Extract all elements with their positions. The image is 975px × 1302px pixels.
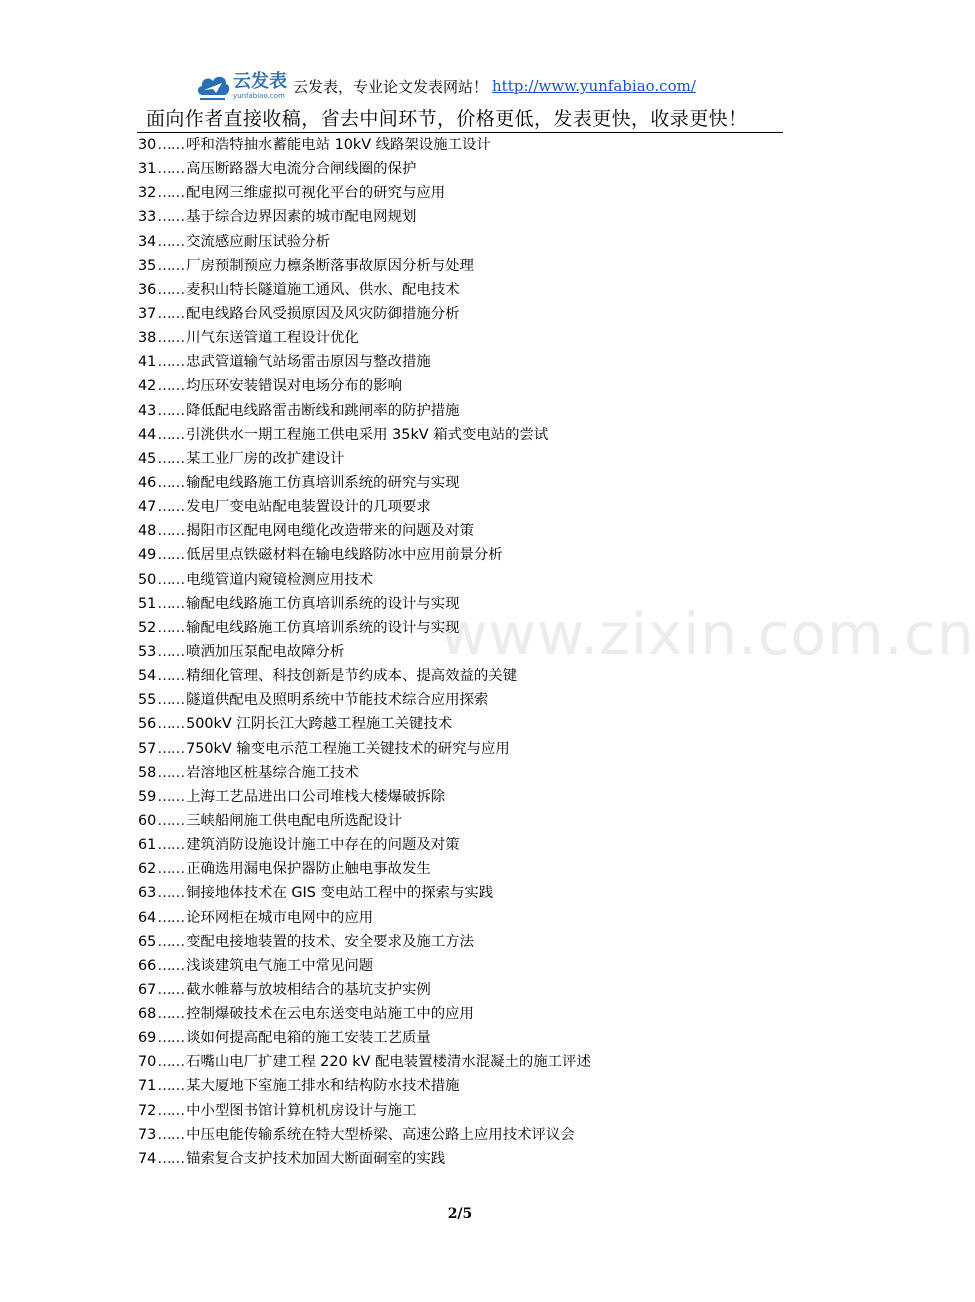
item-title: 建筑消防设施设计施工中存在的问题及对策: [186, 837, 460, 854]
list-item: [138, 495, 591, 519]
site-slogan: 云发表，专业论文发表网站！: [293, 77, 489, 96]
logo-domain-text: yunfabiao.com: [233, 92, 285, 100]
item-separator: ……: [157, 788, 185, 805]
item-number: 73: [138, 1126, 157, 1143]
item-title: 中压电能传输系统在特大型桥梁、高速公路上应用技术评议会: [186, 1126, 575, 1143]
item-separator: ……: [157, 1078, 185, 1095]
item-separator: ……: [157, 426, 185, 443]
list-item: [138, 157, 591, 181]
site-url-link[interactable]: http://www.yunfabiao.com/: [492, 77, 696, 95]
list-item: [138, 205, 591, 229]
item-number: 70: [138, 1054, 157, 1071]
list-item: [138, 616, 591, 640]
item-number: 66: [138, 957, 157, 974]
item-separator: ……: [157, 1150, 185, 1167]
item-title: 揭阳市区配电网电缆化改造带来的问题及对策: [186, 523, 474, 540]
item-title: 厂房预制预应力檩条断落事故原因分析与处理: [186, 257, 474, 274]
list-item: [138, 1002, 591, 1026]
item-title: 高压断路器大电流分合闸线圈的保护: [186, 161, 417, 178]
item-title: 锚索复合支护技术加固大断面硐室的实践: [186, 1150, 446, 1167]
list-item: [138, 350, 591, 374]
item-number: 49: [138, 547, 157, 564]
item-number: 53: [138, 643, 157, 660]
item-separator: ……: [157, 305, 185, 322]
list-item: [138, 1050, 591, 1074]
item-separator: ……: [157, 837, 185, 854]
item-number: 47: [138, 499, 157, 516]
item-title: 某工业厂房的改扩建设计: [186, 450, 345, 467]
item-number: 72: [138, 1102, 157, 1119]
item-title: 川气东送管道工程设计优化: [186, 330, 359, 347]
item-title: 正确选用漏电保护器防止触电事故发生: [186, 861, 431, 878]
item-title: 上海工艺品进出口公司堆栈大楼爆破拆除: [186, 788, 446, 805]
brand-logo[interactable]: [195, 69, 287, 103]
list-item: [138, 471, 591, 495]
item-separator: ……: [157, 257, 185, 274]
item-number: 46: [138, 474, 157, 491]
list-item: [138, 809, 591, 833]
list-item: [138, 543, 591, 567]
item-title: 忠武管道输气站场雷击原因与整改措施: [186, 354, 431, 371]
list-item: [138, 1074, 591, 1098]
list-item: [138, 978, 591, 1002]
item-number: 54: [138, 668, 157, 685]
item-number: 71: [138, 1078, 157, 1095]
item-separator: ……: [157, 1006, 185, 1023]
item-separator: ……: [157, 185, 185, 202]
item-number: 31: [138, 161, 157, 178]
list-item: [138, 640, 591, 664]
item-separator: ……: [157, 571, 185, 588]
list-item: [138, 374, 591, 398]
item-title: 三峡船闸施工供电配电所选配设计: [186, 812, 402, 829]
header-subtitle: 面向作者直接收稿，省去中间环节，价格更低，发表更快，收录更快！: [146, 108, 748, 130]
item-title: 石嘴山电厂扩建工程 220 kV 配电装置楼清水混凝土的施工评述: [186, 1054, 591, 1071]
item-separator: ……: [157, 861, 185, 878]
item-separator: ……: [157, 547, 185, 564]
item-number: 68: [138, 1006, 157, 1023]
item-title: 均压环安装错误对电场分布的影响: [186, 378, 402, 395]
item-separator: ……: [157, 909, 185, 926]
item-separator: ……: [157, 402, 185, 419]
list-item: [138, 133, 591, 157]
item-separator: ……: [157, 619, 185, 636]
item-title: 截水帷幕与放坡相结合的基坑支护实例: [186, 981, 431, 998]
item-title: 配电网三维虚拟可视化平台的研究与应用: [186, 185, 446, 202]
item-number: 42: [138, 378, 157, 395]
item-number: 45: [138, 450, 157, 467]
item-title: 中小型图书馆计算机机房设计与施工: [186, 1102, 417, 1119]
page-number: 2/5: [447, 1206, 473, 1222]
list-item: [138, 1123, 591, 1147]
item-number: 36: [138, 281, 157, 298]
item-separator: ……: [157, 668, 185, 685]
item-title: 论环网柜在城市电网中的应用: [186, 909, 374, 926]
item-number: 74: [138, 1150, 157, 1167]
list-item: [138, 712, 591, 736]
item-number: 44: [138, 426, 157, 443]
item-separator: ……: [157, 812, 185, 829]
item-separator: ……: [157, 595, 185, 612]
list-item: [138, 737, 591, 761]
list-item: [138, 1147, 591, 1171]
item-separator: ……: [157, 499, 185, 516]
item-title: 变配电接地装置的技术、安全要求及施工方法: [186, 933, 474, 950]
paper-title-list: [138, 133, 591, 1171]
item-title: 谈如何提高配电箱的施工安装工艺质量: [186, 1030, 431, 1047]
item-title: 电缆管道内窥镜检测应用技术: [186, 571, 374, 588]
item-number: 64: [138, 909, 157, 926]
list-item: [138, 447, 591, 471]
item-number: 57: [138, 740, 157, 757]
item-separator: ……: [157, 764, 185, 781]
list-item: [138, 761, 591, 785]
item-number: 59: [138, 788, 157, 805]
item-separator: ……: [157, 1126, 185, 1143]
item-separator: ……: [157, 957, 185, 974]
item-title: 铜接地体技术在 GIS 变电站工程中的探索与实践: [186, 885, 494, 902]
list-item: [138, 1099, 591, 1123]
item-title: 精细化管理、科技创新是节约成本、提高效益的关键: [186, 668, 518, 685]
item-separator: ……: [157, 1054, 185, 1071]
item-number: 37: [138, 305, 157, 322]
item-title: 750kV 输变电示范工程施工关键技术的研究与应用: [186, 740, 510, 757]
logo-brand-text: 云发表: [233, 71, 287, 92]
item-number: 63: [138, 885, 157, 902]
item-number: 30: [138, 137, 157, 153]
list-item: [138, 181, 591, 205]
item-title: 呼和浩特抽水蓄能电站 10kV 线路架设施工设计: [186, 137, 491, 153]
list-item: [138, 302, 591, 326]
item-title: 降低配电线路雷击断线和跳闸率的防护措施: [186, 402, 460, 419]
item-number: 67: [138, 981, 157, 998]
list-item: [138, 930, 591, 954]
item-separator: ……: [157, 1102, 185, 1119]
item-title: 低居里点铁磁材料在输电线路防冰中应用前景分析: [186, 547, 503, 564]
item-separator: ……: [157, 933, 185, 950]
item-title: 输配电线路施工仿真培训系统的研究与实现: [186, 474, 460, 491]
item-title: 发电厂变电站配电装置设计的几项要求: [186, 499, 431, 516]
item-title: 岩溶地区桩基综合施工技术: [186, 764, 359, 781]
item-title: 配电线路台风受损原因及风灾防御措施分析: [186, 305, 460, 322]
list-item: [138, 399, 591, 423]
item-separator: ……: [157, 523, 185, 540]
list-item: [138, 254, 591, 278]
item-separator: ……: [157, 233, 185, 250]
list-item: [138, 568, 591, 592]
item-title: 输配电线路施工仿真培训系统的设计与实现: [186, 595, 460, 612]
item-separator: ……: [157, 354, 185, 371]
item-number: 48: [138, 523, 157, 540]
item-title: 浅谈建筑电气施工中常见问题: [186, 957, 374, 974]
list-item: [138, 857, 591, 881]
list-item: [138, 519, 591, 543]
list-item: [138, 785, 591, 809]
item-number: 41: [138, 354, 157, 371]
item-title: 麦积山特长隧道施工通风、供水、配电技术: [186, 281, 460, 298]
item-separator: ……: [157, 981, 185, 998]
list-item: [138, 230, 591, 254]
item-separator: ……: [157, 716, 185, 733]
item-separator: ……: [157, 692, 185, 709]
item-separator: ……: [157, 643, 185, 660]
item-number: 60: [138, 812, 157, 829]
item-title: 喷洒加压泵配电故障分析: [186, 643, 345, 660]
item-number: 33: [138, 209, 157, 226]
item-separator: ……: [157, 450, 185, 467]
item-separator: ……: [157, 330, 185, 347]
item-number: 69: [138, 1030, 157, 1047]
item-number: 43: [138, 402, 157, 419]
item-separator: ……: [157, 885, 185, 902]
item-number: 38: [138, 330, 157, 347]
list-item: [138, 326, 591, 350]
item-separator: ……: [157, 281, 185, 298]
cloud-plane-icon: [195, 69, 231, 103]
item-title: 某大厦地下室施工排水和结构防水技术措施: [186, 1078, 460, 1095]
item-number: 56: [138, 716, 157, 733]
item-title: 基于综合边界因素的城市配电网规划: [186, 209, 417, 226]
item-number: 51: [138, 595, 157, 612]
item-number: 55: [138, 692, 157, 709]
item-number: 35: [138, 257, 157, 274]
list-item: [138, 592, 591, 616]
item-separator: ……: [157, 474, 185, 491]
item-title: 引洮供水一期工程施工供电采用 35kV 箱式变电站的尝试: [186, 426, 549, 443]
item-number: 65: [138, 933, 157, 950]
item-title: 500kV 江阴长江大跨越工程施工关键技术: [186, 716, 453, 733]
page-header: [195, 68, 696, 104]
item-separator: ……: [157, 161, 185, 178]
list-item: [138, 278, 591, 302]
watermark: www.zixin.com.cn: [440, 600, 975, 668]
item-number: 58: [138, 764, 157, 781]
list-item: [138, 664, 591, 688]
item-separator: ……: [157, 1030, 185, 1047]
item-title: 交流感应耐压试验分析: [186, 233, 331, 250]
item-number: 34: [138, 233, 157, 250]
list-item: [138, 954, 591, 978]
item-number: 52: [138, 619, 157, 636]
item-title: 控制爆破技术在云电东送变电站施工中的应用: [186, 1006, 474, 1023]
list-item: [138, 833, 591, 857]
item-separator: ……: [157, 209, 185, 226]
item-number: 61: [138, 837, 157, 854]
item-separator: ……: [157, 137, 185, 153]
list-item: [138, 688, 591, 712]
item-number: 32: [138, 185, 157, 202]
item-title: 输配电线路施工仿真培训系统的设计与实现: [186, 619, 460, 636]
item-separator: ……: [157, 378, 185, 395]
list-item: [138, 1026, 591, 1050]
list-item: [138, 881, 591, 905]
item-separator: ……: [157, 740, 185, 757]
list-item: [138, 906, 591, 930]
item-number: 50: [138, 571, 157, 588]
item-title: 隧道供配电及照明系统中节能技术综合应用探索: [186, 692, 489, 709]
item-number: 62: [138, 861, 157, 878]
list-item: [138, 423, 591, 447]
